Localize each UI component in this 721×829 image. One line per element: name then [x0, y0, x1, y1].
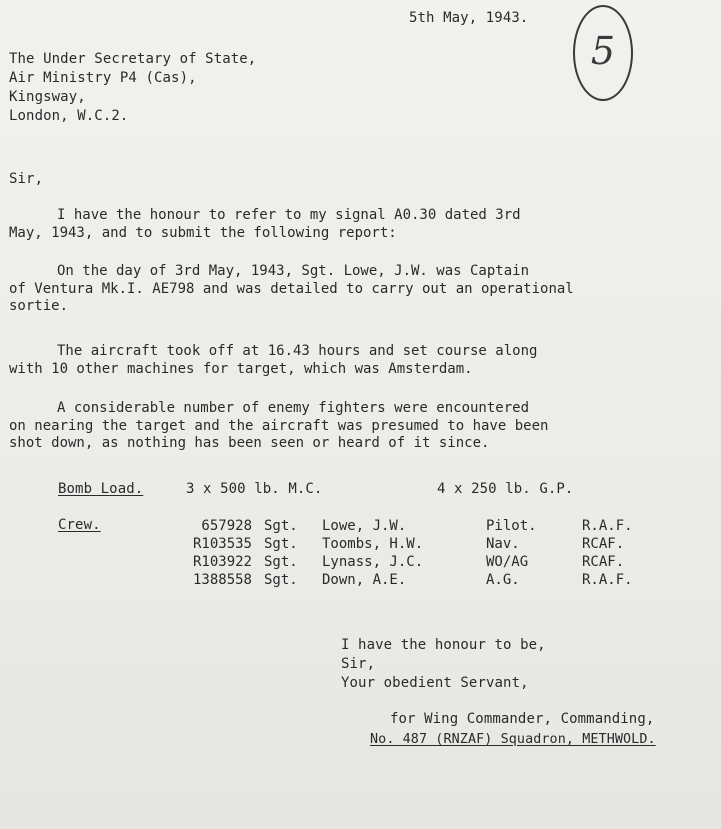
crew-rank: Sgt.	[264, 536, 298, 552]
address-line: London, W.C.2.	[9, 108, 129, 124]
crew-role: WO/AG	[486, 554, 529, 570]
crew-number: 1388558	[192, 572, 252, 588]
crew-roles-column	[486, 517, 537, 589]
bomb-load-item: 3 x 500 lb. M.C.	[186, 481, 323, 497]
crew-service: RCAF.	[582, 536, 625, 552]
paragraph-line: On the day of 3rd May, 1943, Sgt. Lowe, J.W. was Captain	[57, 263, 530, 279]
crew-role: Nav.	[486, 536, 520, 552]
paragraph-line: May, 1943, and to submit the following report:	[9, 224, 397, 241]
paragraph-line: I have the honour to refer to my signal A0.30 dated 3rd	[57, 207, 521, 223]
crew-name: Lowe, J.W.	[322, 518, 407, 534]
paragraph-line: sortie.	[9, 298, 69, 314]
signature-line: for Wing Commander, Commanding,	[390, 711, 655, 727]
crew-role: Pilot.	[486, 518, 537, 534]
crew-service: R.A.F.	[582, 572, 633, 588]
crew-numbers-column	[172, 517, 252, 589]
bomb-load-label: Bomb Load.	[58, 481, 144, 497]
closing-line: Your obedient Servant,	[341, 675, 529, 691]
closing-line: I have the honour to be,	[341, 637, 546, 653]
paragraph-line: of Ventura Mk.I. AE798 and was detailed to carry out an operational	[9, 280, 574, 297]
crew-name: Toombs, H.W.	[322, 536, 424, 552]
salutation: Sir,	[9, 171, 44, 187]
crew-name: Down, A.E.	[322, 572, 407, 588]
folio-stamp	[573, 5, 633, 101]
crew-name: Lynass, J.C.	[322, 554, 424, 570]
crew-rank: Sgt.	[264, 554, 298, 570]
crew-service: R.A.F.	[582, 518, 633, 534]
crew-number: R103922	[192, 554, 252, 570]
paragraph-1	[9, 207, 521, 242]
closing-line: Sir,	[341, 656, 376, 672]
paragraph-line: The aircraft took off at 16.43 hours and set course along	[57, 343, 538, 359]
crew-names-column	[322, 517, 423, 589]
crew-label: Crew.	[58, 517, 101, 533]
paragraph-line: A considerable number of enemy fighters were encountered	[57, 400, 530, 416]
address-line: The Under Secretary of State,	[9, 51, 257, 67]
paragraph-line: shot down, as nothing has been seen or heard of it since.	[9, 435, 490, 451]
address-line: Kingsway,	[9, 89, 86, 105]
crew-number: 657928	[201, 518, 252, 534]
paragraph-4	[9, 400, 548, 453]
crew-number: R103535	[192, 536, 252, 552]
crew-service: RCAF.	[582, 554, 625, 570]
crew-role: A.G.	[486, 572, 520, 588]
crew-rank: Sgt.	[264, 518, 298, 534]
folio-number: 5	[590, 29, 616, 73]
signature-squadron: No. 487 (RNZAF) Squadron, METHWOLD.	[370, 732, 656, 747]
crew-services-column	[582, 517, 633, 589]
address-line: Air Ministry P4 (Cas),	[9, 70, 197, 86]
paragraph-line: with 10 other machines for target, which was Amsterdam.	[9, 360, 473, 377]
bomb-load-item: 4 x 250 lb. G.P.	[437, 481, 574, 497]
crew-rank: Sgt.	[264, 572, 298, 588]
paragraph-line: on nearing the target and the aircraft was presumed to have been	[9, 417, 549, 434]
paragraph-3	[9, 343, 537, 378]
crew-ranks-column	[264, 517, 298, 589]
letter-date: 5th May, 1943.	[409, 10, 529, 26]
paragraph-2	[9, 263, 574, 316]
